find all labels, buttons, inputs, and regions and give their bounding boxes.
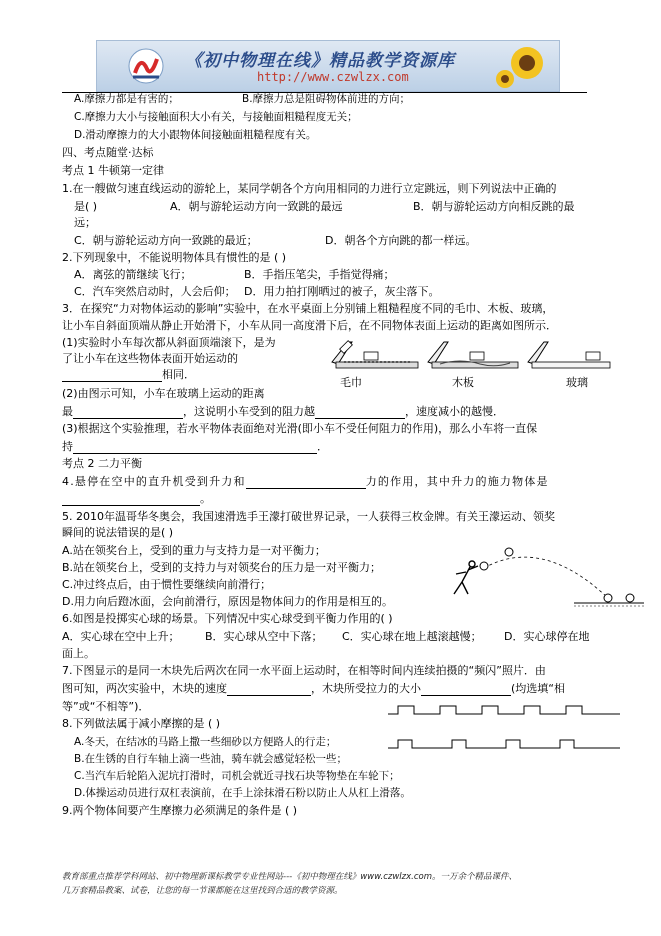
q6-option-d-cont: 面上。 [62, 647, 95, 660]
label-towel: 毛巾 [340, 376, 362, 389]
wood-ramp [428, 342, 518, 368]
footer-line-2: 几万套精品教案、试卷，让您的每一节课都能在这里找到合适的教学资源。 [62, 886, 343, 896]
q4-tail: 。 [200, 492, 211, 505]
q8-option-c: C.当汽车后轮陷入泥坑打滑时，司机会就近寻找石块等物垫在车轮下； [74, 770, 400, 782]
q3-part1-cont: 了让小车在这些物体表面开始运动的 [62, 352, 238, 365]
q2-option-c: C．汽车突然启动时，人会后仰； [74, 285, 236, 298]
q7-stem-cont [62, 682, 565, 696]
track-top [388, 706, 620, 714]
q3-part3-tail: ． [317, 440, 328, 453]
q2-stem: 2.下列现象中，不能说明物体具有惯性的是 ( ) [62, 251, 287, 264]
q3-part3-lead: 持 [62, 440, 73, 453]
q6-option-c: C．实心球在地上越滚越慢； [342, 630, 482, 643]
q3-blank-3[interactable] [315, 407, 405, 419]
q6-option-a: A．实心球在空中上升； [62, 630, 180, 643]
q3-part2-cont [62, 405, 504, 419]
q3-part2: (2)由图示可知，小车在玻璃上运动的距离 [62, 387, 265, 400]
q1-stem: 1.在一艘做匀速直线运动的游轮上，某同学朝各个方向用相同的力进行立定跳远，则下列说法中正确的 [62, 182, 557, 195]
header-url[interactable]: http://www.czwlzx.com [257, 70, 409, 84]
opt-l1a: A.摩擦力都是有害的； [74, 93, 179, 105]
track-bottom [388, 740, 620, 748]
q5-option-b: B.站在领奖台上，受到的支持力与对领奖台的压力是一对平衡力； [62, 561, 382, 574]
section-heading: 四、考点随堂·达标 [62, 146, 154, 159]
q5-option-d: D.用力向后蹬冰面，会向前滑行，原因是物体间力的作用是相互的。 [62, 595, 393, 608]
q1-option-a: A．朝与游轮运动方向一致跳的最远 [170, 200, 343, 213]
q3-part3: (3)根据这个实验推理，若水平物体表面绝对光滑(即小车不受任何阻力的作用)，那么小车将一直保 [62, 422, 538, 435]
q8-option-b: B.在生锈的自行车轴上滴一些油，骑车就会感觉轻松一些； [74, 753, 348, 765]
q9-stem: 9.两个物体间要产生摩擦力必须满足的条件是 ( ) [62, 804, 298, 817]
q8-option-a: A.冬天，在结冰的马路上撒一些细砂以方便路人的行走； [74, 736, 337, 748]
q4-stem-cont [62, 492, 211, 506]
q1-option-d: D．朝各个方向跳的都一样远。 [325, 234, 477, 247]
thrower-icon [454, 561, 478, 594]
site-logo-icon [127, 47, 165, 85]
q4-blank-1[interactable] [246, 477, 366, 489]
q3-part1-end [62, 368, 195, 382]
header-title: 《初中物理在线》精品教学资源库 [185, 51, 455, 71]
footer-line-1: 教育部重点推荐学科网站、初中物理新课标教学专业性网站---《初中物理在线》www.czwlzx.com。一万余个精品课件、 [62, 872, 518, 882]
q4-mid: 力的作用，其中升力的施力物体是 [365, 475, 549, 488]
opt-l2: C.摩擦力大小与接触面积大小有关，与接触面粗糙程度无关； [74, 111, 358, 123]
q8-option-d: D.体操运动员进行双杠表演前，在手上涂抹滑石粉以防止人从杠上滑落。 [74, 787, 411, 799]
glass-ramp [528, 342, 610, 368]
label-glass: 玻璃 [566, 376, 588, 389]
q7-blank-2[interactable] [421, 684, 511, 696]
q6-option-b: B．实心球从空中下落； [205, 630, 323, 643]
q7-mid: ，木块所受拉力的大小 [311, 682, 421, 695]
header-banner [96, 40, 560, 92]
q2-option-b: B．手指压笔尖，手指觉得痛； [244, 268, 395, 281]
q3-part3-cont [62, 440, 328, 454]
q4-stem [62, 475, 549, 489]
surfaces-figure [330, 334, 612, 392]
flash-photo-figure [384, 700, 624, 754]
q4-lead: 4.悬停在空中的直升机受到升力和 [62, 475, 246, 488]
topic-2-heading: 考点 2 二力平衡 [62, 457, 142, 470]
q2-option-a: A．离弦的箭继续飞行； [74, 268, 192, 281]
q5-option-c: C.冲过终点后，由于惯性要继续向前滑行； [62, 578, 272, 591]
q7-lead: 图可知，两次实验中，木块的速度 [62, 682, 227, 695]
topic-1-heading: 考点 1 牛顿第一定律 [62, 164, 164, 177]
q3-part2-lead: 最 [62, 405, 73, 418]
q7-stem-end: 等”或“不相等”)． [62, 700, 150, 713]
shot-put-figure [432, 540, 646, 608]
opt-l1b: B.摩擦力总是阻碍物体前进的方向； [242, 93, 411, 105]
q6-option-d: D．实心球停在地 [504, 630, 590, 643]
q5-option-a: A.站在领奖台上，受到的重力与支持力是一对平衡力； [62, 544, 326, 557]
q7-hint: (均选填“相 [511, 682, 565, 695]
opt-l3: D.滑动摩擦力的大小跟物体间接触面粗糙程度有关。 [74, 129, 317, 141]
q3-stem-cont: 让小车自斜面顶端从静止开始滑下，小车从同一高度滑下后，在不同物体表面上运动的距离如图所示． [62, 319, 557, 332]
q7-blank-1[interactable] [227, 684, 311, 696]
q3-blank-4[interactable] [73, 442, 317, 454]
q4-blank-2[interactable] [62, 494, 200, 506]
q3-part1: (1)实验时小车每次都从斜面顶端滚下，是为 [62, 336, 276, 349]
sunflower-icon [493, 41, 553, 91]
q1-option-b-cont: 远； [74, 216, 96, 229]
q1-option-c: C．朝与游轮运动方向一致跳的最近； [74, 234, 258, 247]
q6-stem: 6.如图是投掷实心球的场景。下列情况中实心球受到平衡力作用的( ) [62, 612, 393, 625]
q3-stem: 3．在探究“力对物体运动的影响”实验中，在水平桌面上分别铺上粗糙程度不同的毛巾、木板、玻璃， [62, 302, 554, 315]
q3-part2-mid: ，这说明小车受到的阻力越 [183, 405, 315, 418]
q1-option-b: B．朝与游轮运动方向相反跳的最 [413, 200, 575, 213]
q8-stem: 8.下列做法属于减小摩擦的是 ( ) [62, 717, 221, 730]
q1-stem-cont: 是( ) [74, 200, 98, 213]
q5-stem-cont: 瞬间的说法错误的是( ) [62, 526, 174, 539]
q3-part2-tail: ，速度减小的越慢． [405, 405, 504, 418]
towel-ramp [332, 341, 418, 368]
label-wood: 木板 [452, 376, 474, 389]
q2-option-d: D．用力拍打刚晒过的被子，灰尘落下。 [244, 285, 440, 298]
q5-stem: 5. 2010年温哥华冬奥会，我国速滑选手王濛打破世界记录，一人获得三枚金牌。有关王濛运动、领奖 [62, 510, 555, 523]
q3-blank-2[interactable] [73, 407, 183, 419]
q3-blank-1[interactable] [62, 370, 162, 382]
q7-stem: 7.下图显示的是同一木块先后两次在同一水平面上运动时，在相等时间内连续拍摄的“频闪”照片．由 [62, 664, 546, 677]
q3-part1-tail: 相同． [162, 368, 195, 381]
